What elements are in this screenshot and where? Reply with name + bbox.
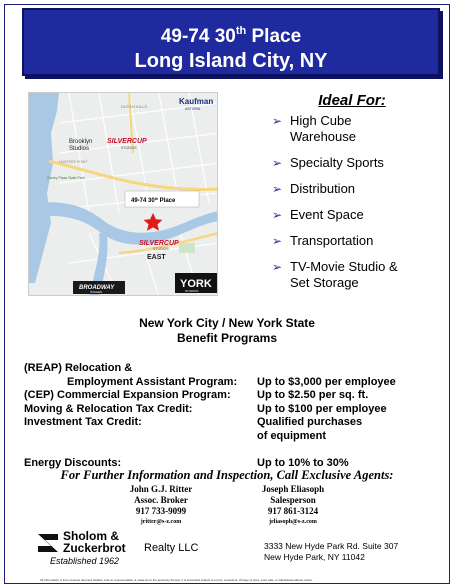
ideal-for-item xyxy=(272,207,422,223)
address-title: 49-74 30th Place xyxy=(160,25,302,47)
benefit-label: Employment Assistant Program: xyxy=(67,375,238,388)
map-label-kaufman: Kaufman xyxy=(179,97,214,106)
benefit-value: Qualified purchases xyxy=(257,416,363,428)
map-label-dutch-kills: DUTCH KILLS xyxy=(121,104,148,109)
benefit-value: Up to 10% to 30% xyxy=(257,456,349,469)
ideal-for-section xyxy=(272,92,422,301)
arrow-bullet-icon: ➢ xyxy=(272,234,283,248)
agent-title: Assoc. Broker xyxy=(134,495,188,505)
arrow-bullet-icon: ➢ xyxy=(272,156,283,170)
ideal-for-item xyxy=(272,259,422,291)
benefits-table xyxy=(24,362,444,470)
ideal-for-item xyxy=(272,233,422,249)
broadway-stages-sub: STAGES xyxy=(90,290,102,294)
company-mark-icon xyxy=(36,532,60,554)
benefit-value: Up to $3,000 per employee xyxy=(257,375,396,388)
programs-line-1: New York City / New York State xyxy=(139,316,315,330)
address-line-2: New Hyde Park, NY 11042 xyxy=(264,552,365,562)
location-map xyxy=(28,92,218,296)
ideal-for-list xyxy=(272,113,422,291)
map-label-hunters-point: HUNTERS POINT xyxy=(59,160,88,164)
programs-line-2: Benefit Programs xyxy=(176,331,278,345)
benefit-label: (CEP) Commercial Expansion Program: xyxy=(24,389,231,401)
benefit-row xyxy=(24,376,444,390)
ideal-for-item-text-2: Warehouse xyxy=(290,129,356,144)
agent-card xyxy=(218,484,368,527)
benefit-value: Up to $100 per employee xyxy=(257,402,387,415)
ideal-for-item-text: Specialty Sports xyxy=(290,155,384,170)
agent-email[interactable]: jritter@s-z.com xyxy=(140,519,182,525)
ideal-for-item-text: Distribution xyxy=(290,181,356,196)
address-line-1: 3333 New Hyde Park Rd. Suite 307 xyxy=(264,541,399,551)
arrow-bullet-icon: ➢ xyxy=(272,114,283,128)
company-suffix: Realty LLC xyxy=(144,542,199,554)
benefit-label: (REAP) Relocation & xyxy=(24,362,133,374)
further-info-heading: For Further Information and Inspection, Call Exclusive Agents: xyxy=(60,468,394,482)
title-banner xyxy=(22,8,440,76)
ideal-for-title: Ideal For: xyxy=(318,92,386,109)
ideal-for-item-text: Transportation xyxy=(290,233,374,248)
company-name-line-1: Sholom & xyxy=(63,529,119,543)
benefit-label: Investment Tax Credit: xyxy=(24,416,142,428)
york-studios-sub: STUDIOS xyxy=(185,289,199,293)
arrow-bullet-icon: ➢ xyxy=(272,260,283,274)
agent-name: Joseph Eliasoph xyxy=(261,484,325,494)
arrow-bullet-icon: ➢ xyxy=(272,208,283,222)
benefit-value: of equipment xyxy=(257,429,327,442)
ideal-for-item-text: Event Space xyxy=(290,207,364,222)
map-label-silvercup-east: SILVERCUP xyxy=(139,240,179,247)
benefit-row xyxy=(24,416,444,430)
company-established: Established 1962 xyxy=(50,556,120,566)
map-marker-label: 49-74 30th Place xyxy=(131,197,176,204)
agent-phone[interactable]: 917 733-9099 xyxy=(135,506,187,516)
disclaimer: All information is from sources deemed reliable, and no representation is made as to the accuracy thereof, it is submitted subject to errors, omissions, change of price, prior sale, or withdrawal without notice. xyxy=(40,578,313,582)
benefit-value: Up to $2.50 per sq. ft. xyxy=(257,389,369,401)
benefit-programs-heading xyxy=(0,316,454,346)
ideal-for-item xyxy=(272,155,422,171)
benefit-row xyxy=(24,443,444,457)
broadway-stages-label: BROADWAY xyxy=(79,285,115,291)
company-name-line-2: Zuckerbrot xyxy=(63,541,126,555)
map-graphic xyxy=(29,93,218,296)
ideal-for-item xyxy=(272,113,422,145)
agent-card xyxy=(86,484,236,527)
agent-name: John G.J. Ritter xyxy=(129,484,193,494)
agent-email[interactable]: jeliasoph@s-z.com xyxy=(269,519,317,525)
map-label-silvercup-sub: STUDIOS xyxy=(121,146,137,150)
map-label-silvercup: SILVERCUP xyxy=(107,138,147,145)
ideal-for-item-text: High Cube xyxy=(290,113,352,128)
benefit-row xyxy=(24,362,444,376)
map-label-kaufman-sub: ASTORIA xyxy=(185,107,201,111)
agent-phone[interactable]: 917 861-3124 xyxy=(267,506,319,516)
ideal-for-item-text: TV-Movie Studio & xyxy=(290,259,398,274)
ideal-for-item-text-2: Set Storage xyxy=(290,275,359,290)
map-label-brooklyn-studios-2: Studios xyxy=(69,146,90,152)
map-label-silvercup-east-word: EAST xyxy=(147,254,166,261)
benefit-row xyxy=(24,389,444,403)
benefit-label: Energy Discounts: xyxy=(24,456,122,469)
agent-title: Salesperson xyxy=(270,495,316,505)
company-logo xyxy=(36,530,206,570)
company-address xyxy=(264,541,398,563)
map-label-silvercup-east-sub: STUDIOS xyxy=(153,247,169,251)
map-label-brooklyn-studios: Brooklyn xyxy=(69,139,93,145)
arrow-bullet-icon: ➢ xyxy=(272,182,283,196)
map-label-gantry: Gantry Plaza State Park xyxy=(47,176,85,180)
benefit-row xyxy=(24,403,444,417)
city-title: Long Island City, NY xyxy=(134,50,328,72)
ideal-for-item xyxy=(272,181,422,197)
york-studios-label: YORK xyxy=(180,278,212,290)
benefit-label: Moving & Relocation Tax Credit: xyxy=(24,402,193,415)
benefit-row xyxy=(24,430,444,444)
